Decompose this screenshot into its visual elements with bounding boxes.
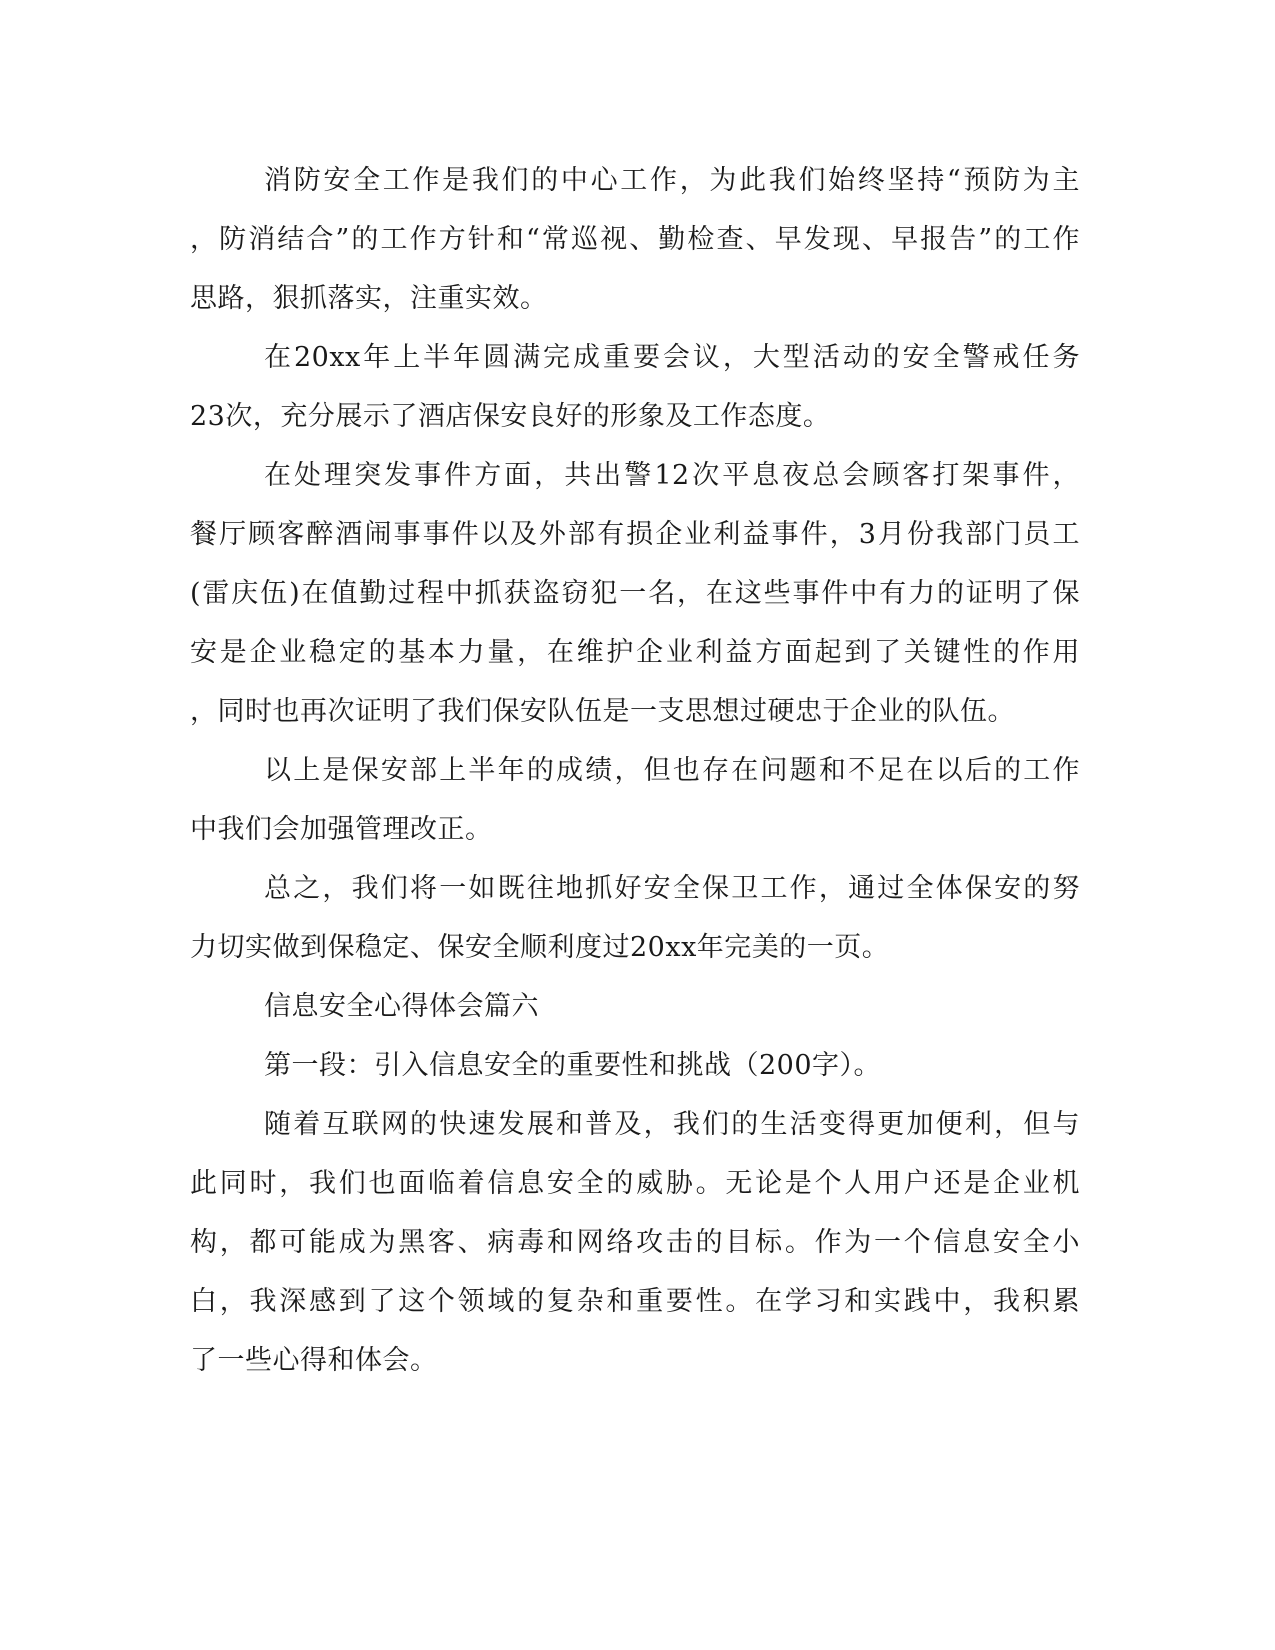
text-line: 此同时，我们也面临着信息安全的威胁。无论是个人用户还是企业机 (190, 1168, 1080, 1199)
text-line: 构，都可能成为黑客、病毒和网络攻击的目标。作为一个信息安全小 (190, 1227, 1080, 1258)
text-line: 23次，充分展示了酒店保安良好的形象及工作态度。 (190, 401, 831, 432)
paragraph-heading: 第一段：引入信息安全的重要性和挑战（200字）。 (264, 1050, 882, 1081)
text-line: ，同时也再次证明了我们保安队伍是一支思想过硬忠于企业的队伍。 (190, 696, 1015, 727)
text-line: 白，我深感到了这个领域的复杂和重要性。在学习和实践中，我积累 (190, 1286, 1080, 1317)
text-line: 随着互联网的快速发展和普及，我们的生活变得更加便利，但与 (264, 1109, 1080, 1140)
section-heading: 信息安全心得体会篇六 (264, 991, 539, 1022)
text-line: 餐厅顾客醉酒闹事事件以及外部有损企业利益事件，3月份我部门员工 (190, 519, 1080, 550)
text-line: 中我们会加强管理改正。 (190, 814, 493, 845)
text-line: 思路，狠抓落实，注重实效。 (190, 283, 548, 314)
text-line: 安是企业稳定的基本力量，在维护企业利益方面起到了关键性的作用 (190, 637, 1080, 668)
text-line: 力切实做到保稳定、保安全顺利度过20xx年完美的一页。 (190, 932, 890, 963)
text-line: 了一些心得和体会。 (190, 1345, 438, 1376)
text-line: 总之，我们将一如既往地抓好安全保卫工作，通过全体保安的努 (264, 873, 1080, 904)
text-line: 消防安全工作是我们的中心工作，为此我们始终坚持“预防为主 (264, 165, 1080, 196)
text-line: (雷庆伍)在值勤过程中抓获盗窃犯一名，在这些事件中有力的证明了保 (190, 578, 1080, 609)
text-line: 在处理突发事件方面，共出警12次平息夜总会顾客打架事件， (264, 460, 1080, 491)
text-line: 在20xx年上半年圆满完成重要会议，大型活动的安全警戒任务 (264, 342, 1080, 373)
text-line: ，防消结合”的工作方针和“常巡视、勤检查、早发现、早报告”的工作 (190, 224, 1080, 255)
text-line: 以上是保安部上半年的成绩，但也存在问题和不足在以后的工作 (264, 755, 1080, 786)
